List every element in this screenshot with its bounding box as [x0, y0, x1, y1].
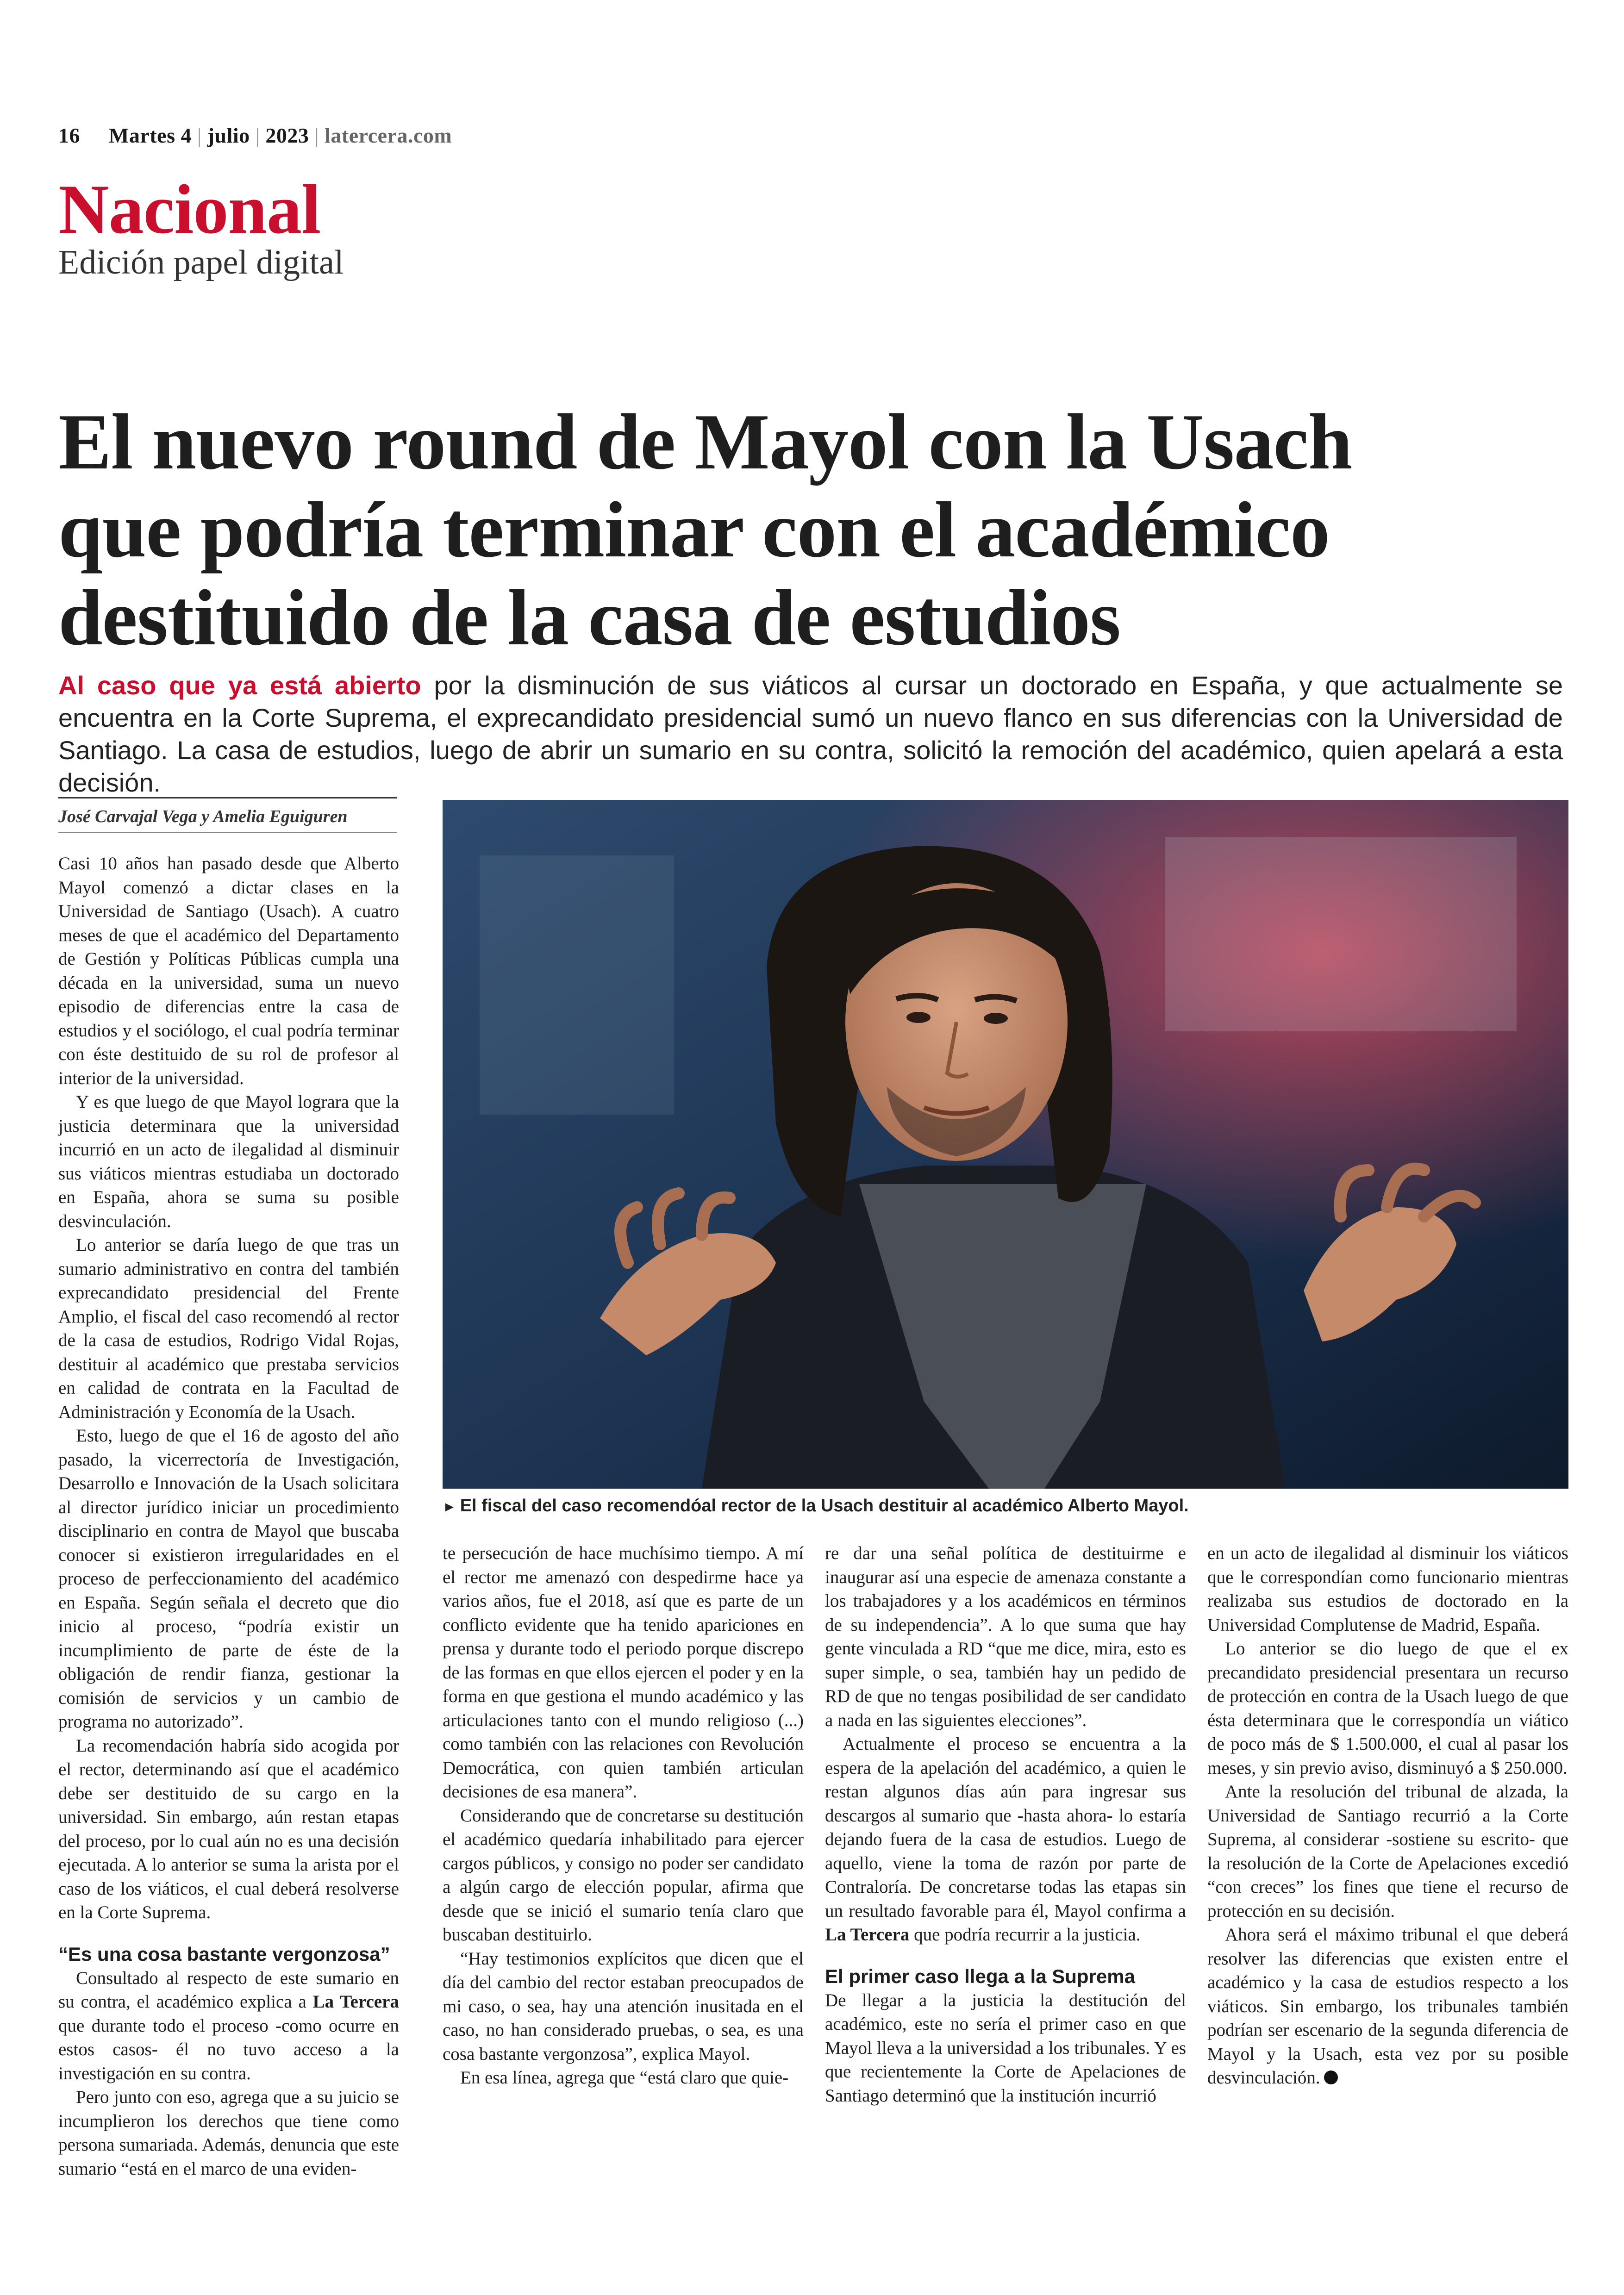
paragraph: Ahora será el máximo tribunal el que deberá resolver las diferencias que existen entre el académico y la casa de estudios respecto a los viáticos. Sin embargo, los tribunales también podrían ser escenario de la segunda diferencia de Mayol y la Usach, esta vez por su posible desvinculación. [1207, 1925, 1568, 2088]
page-number: 16 [58, 124, 80, 147]
paragraph: Casi 10 años han pasado desde que Alberto Mayol comenzó a dictar clases en la Universidad de Santiago (Usach). A cuatro meses de que el académico del Departamento de Gestión y Políticas Públicas cumpla una década en la universidad, suma un nuevo episodio de diferencias entre la casa de estudios y el sociólogo, el cual podría terminar con éste destituido de su rol de profesor al interior de la universidad. [58, 854, 399, 1088]
paragraph: Actualmente el proceso se encuentra a la espera de la apelación del académico, a quien le restan algunos días aún para ingresar sus descargos al sumario que -hasta ahora- lo estaría dejando fuera de la casa de estudios. Luego de aquello, viene la toma de razón por parte de Contraloría. De concretarse todas las etapas sin un resultado favorable para él, Mayol confirma a La Tercera que podría recurrir a la justicia. [825, 1734, 1186, 1945]
paragraph: Considerando que de concretarse su destitución el académico quedaría inhabilitado para ejercer cargos públicos, y consigo no poder ser candidato a algún cargo de elección popular, afirma que desde que se inició el sumario tenía claro que buscaban destituirlo. [443, 1805, 804, 1945]
standfirst-text: por la disminución de sus viáticos al cursar un doctorado en España, y que actualmente se encuentra en la Corte Suprema, el exprecandidato presidencial sumó un nuevo flanco en sus diferencias con la Universidad de Santiago. La casa de estudios, luego de abrir un sumario en su contra, solicitó la remoción del académico, quien apelará a esta decisión. [58, 671, 1563, 797]
caption-text: El fiscal del caso recomendóal rector de la Usach destituir al académico Alberto Mayol. [460, 1496, 1189, 1515]
paragraph: Ante la resolución del tribunal de alzada, la Universidad de Santiago recurrió a la Corte Suprema, al considerar -sostiene su escrito- que la resolución de la Corte de Apelaciones excedió “con creces” los fines que tiene el recurso de protección en su decisión. [1207, 1782, 1568, 1921]
photo-caption [443, 1496, 1568, 1516]
byline: José Carvajal Vega y Amelia Eguiguren [58, 807, 348, 826]
issue-month: julio [207, 124, 250, 147]
paragraph: La recomendación habría sido acogida por el rector, determinando así que el académico debe ser destituido de su cargo en la universidad. Sin embargo, aún restan etapas del proceso, por lo cual aún no es una decisión ejecutada. A lo anterior se suma la arista por el caso de los viáticos, el cual deberá resolverse en la Corte Suprema. [58, 1735, 399, 1922]
portrait-illustration [443, 800, 1568, 1489]
subheading: “Es una cosa bastante vergonzosa” [58, 1943, 390, 1965]
headline-line: destituido de la casa de estudios [58, 574, 1121, 662]
site-link[interactable]: latercera.com [325, 124, 452, 147]
paragraph: Lo anterior se daría luego de que tras un sumario administrativo en contra del también exprecandidato presidencial del Frente Amplio, el fiscal del caso recomendó al rector de la casa de estudios, Rodrigo Vidal Rojas, destituir al académico que prestaba servicios en calidad de contrata en la Facultad de Administración y Economía de la Usach. [58, 1235, 399, 1422]
section-subtitle: Edición papel digital [58, 243, 344, 281]
publication-name: La Tercera [825, 1925, 910, 1945]
issue-day: Martes 4 [109, 124, 192, 147]
headline-line: El nuevo round de Mayol con la Usach [58, 398, 1352, 486]
paragraph: Pero junto con eso, agrega que a su juicio se incumplieron los derechos que tiene como persona sumariada. Además, denuncia que este sumario “está en el marco de una eviden- [58, 2087, 399, 2179]
paragraph: De llegar a la justicia la destitución del académico, este no sería el primer caso en que Mayol lleva a la universidad a los tribunales. Y es que recientemente la Corte de Apelaciones de Santiago determinó que la institución incurrió [825, 1990, 1186, 2106]
paragraph: Consultado al respecto de este sumario en su contra, el académico explica a La Tercera que durante todo el proceso -como ocurre en estos casos- él no tuvo acceso a la investigación en su contra. [58, 1968, 399, 2083]
article-column-4 [1207, 1541, 1568, 2090]
issue-year: 2023 [265, 124, 309, 147]
publication-name: La Tercera [312, 1992, 399, 2012]
byline-rule [58, 797, 397, 798]
article-column-3 [825, 1541, 1186, 2108]
headline [58, 398, 1577, 662]
paragraph: Y es que luego de que Mayol lograra que la justicia determinara que la universidad incurrió en un acto de ilegalidad al disminuir sus viáticos mientras estudiaba un doctorado en España, ahora se suma su posible desvinculación. [58, 1092, 399, 1231]
article-photo [443, 800, 1568, 1489]
paragraph: re dar una señal política de destituirme e inaugurar así una especie de amenaza constante a los trabajadores y a los académicos en términos de su independencia”. A lo que suma que hay gente vinculada a RD “que me dice, mira, esto es super simple, o sea, también hay un pedido de RD de que no tengas posibilidad de ser candidato a nada en las siguientes elecciones”. [825, 1543, 1186, 1730]
triangle-right-icon: ► [443, 1499, 456, 1515]
paragraph: en un acto de ilegalidad al disminuir los viáticos que le correspondían como funcionario mientras realizaba sus estudios de doctorado en la Universidad Complutense de Madrid, España. [1207, 1543, 1568, 1635]
section-title: Nacional [58, 170, 321, 248]
paragraph: Lo anterior se dio luego de que el ex precandidato presidencial presentara un recurso de protección en contra de la Usach luego de que ésta determinara que le correspondía un viático de poco más de $ 1.500.000, el cual al pasar los meses, y sin previo aviso, disminuyó a $ 250.000. [1207, 1639, 1568, 1778]
article-column-1 [58, 852, 399, 2181]
byline-rule-bottom [58, 832, 397, 833]
page-header: 16 Martes 4 | julio | 2023 | latercera.com [58, 124, 452, 147]
paragraph: te persecución de hace muchísimo tiempo. A mí el rector me amenazó con despedirme hace ya varios años, fue el 2018, así que es parte de un conflicto evidente que ha tenido apariciones en prensa y durante todo el periodo porque discrepo de las formas en que ellos ejercen el poder y en la forma en que gestiona el mundo académico y las articulaciones tanto con el mundo religioso (...) como también con las relaciones con Revolución Democrática, con quien también articulan decisiones de esa manera”. [443, 1543, 804, 1802]
paragraph: Esto, luego de que el 16 de agosto del año pasado, la vicerrectoría de Investigación, Desarrollo e Innovación de la Usach solicitara al director jurídico iniciar un procedimiento disciplinario en contra de Mayol que buscaba conocer si existieron irregularidades en el proceso de perfeccionamiento del académico en España. Según señala el decreto que dio inicio al proceso, “podría existir un incumplimiento de parte de éste de la obligación de rendir fianza, gestionar la comisión de servicios y un cambio de programa no autorizado”. [58, 1426, 399, 1732]
headline-line: que podría terminar con el académico [58, 486, 1330, 574]
paragraph: En esa línea, agrega que “está claro que quie- [460, 2068, 789, 2088]
standfirst-lead: Al caso que ya está abierto [58, 671, 421, 700]
subheading: El primer caso llega a la Suprema [825, 1965, 1135, 1987]
paragraph: “Hay testimonios explícitos que dicen que el día del cambio del rector estaban preocupados de mi caso, o sea, hay una atención inusitada en el caso, no han considerado pruebas, o sea, es una cosa bastante vergonzosa”, explica Mayol. [443, 1948, 804, 2064]
article-column-2 [443, 1541, 804, 2090]
standfirst [58, 669, 1563, 799]
bullet-end-icon [1324, 2070, 1338, 2084]
